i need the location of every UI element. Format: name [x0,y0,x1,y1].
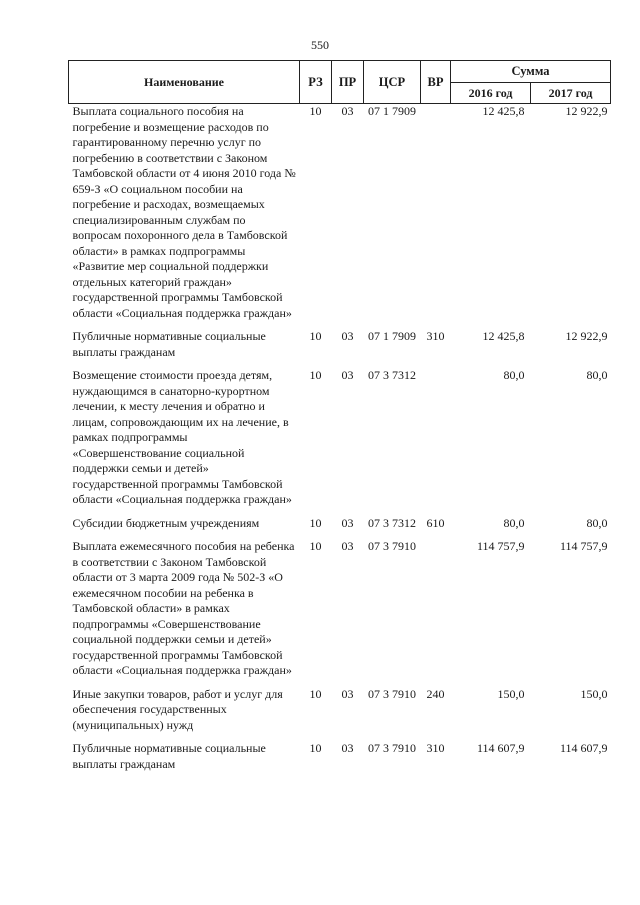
row-name: Выплата ежемесячного пособия на ребенка в соответствии с Законом Тамбовской области от 3 марта 2009 года № 502-З «О ежемесячном пособии на ребенка в Тамбовской области» в рамках подпрограммы «Совершенствование социальной поддержки семьи и детей» государственной программы Тамбовской области «Социальная поддержка граждан» [72,539,295,677]
row-csr: 07 1 7909 [368,329,416,343]
row-csr: 07 3 7910 [368,539,416,553]
header-pr: ПР [332,61,364,104]
row-pr: 03 [341,539,354,553]
row-csr: 07 3 7910 [368,686,416,701]
table-row [69,531,611,679]
row-name: Выплата социального пособия на погребение и возмещение расходов по гарантированному перечню услуг по погребению в соответствии с Законом Тамбовской области от 4 июня 2010 года № 659-З «О социальном пособии на погребение и расходах, возмещаемых специализированным службам по вопросам похоронного дела в Тамбовской области» в рамках подпрограммы «Развитие мер социальной поддержки отдельных категорий граждан» государственной программы Тамбовской области «Социальная поддержка граждан» [72,104,296,320]
row-csr: 07 3 7910 [368,741,416,755]
row-amount-2016: 114 607,9 [476,741,525,755]
row-amount-2017: 12 922,9 [565,104,608,118]
table-row [69,508,611,532]
row-amount-2016: 150,0 [497,686,525,701]
row-rz: 10 [309,539,322,553]
table-row [69,733,611,772]
row-amount-2016: 80,0 [503,515,525,530]
row-vr: 310 [426,329,445,343]
row-pr: 03 [341,741,354,755]
row-amount-2016: 12 425,8 [482,329,525,343]
row-amount-2017: 114 757,9 [559,539,608,553]
row-csr: 07 3 7312 [368,368,416,382]
row-pr: 03 [341,686,354,701]
row-amount-2017: 12 922,9 [565,329,608,343]
row-pr: 03 [341,104,354,118]
row-vr: 240 [426,686,445,701]
row-vr [421,360,451,508]
row-rz: 10 [309,515,322,530]
budget-table [68,60,611,772]
header-year-2017: 2017 год [531,83,611,104]
table-body [69,104,611,773]
table-row [69,321,611,360]
row-pr: 03 [341,368,354,382]
row-rz: 10 [309,686,322,701]
table-header [69,61,611,104]
row-amount-2016: 12 425,8 [482,104,525,118]
row-vr: 310 [426,741,445,755]
header-year-2016: 2016 год [451,83,531,104]
page-number: 550 [311,38,329,52]
table-row [69,104,611,322]
row-name: Иные закупки товаров, работ и услуг для обеспечения государственных (муниципальных) нужд [72,686,283,732]
row-rz: 10 [309,329,322,343]
row-pr: 03 [341,329,354,343]
table-row [69,360,611,508]
row-rz: 10 [309,368,322,382]
header-name: Наименование [69,61,300,104]
header-rz: РЗ [300,61,332,104]
row-amount-2016: 80,0 [503,368,525,382]
header-vr: ВР [421,61,451,104]
row-amount-2017: 80,0 [586,515,608,530]
row-amount-2017: 114 607,9 [559,741,608,755]
table-row [69,679,611,734]
row-name: Возмещение стоимости проезда детям, нуждающимся в санаторно-курортном лечении, к месту лечения и обратно и лицам, сопровождающим их на лечение, в рамках подпрограммы «Совершенствование социальной поддержки семьи и детей» государственной программы Тамбовской области «Социальная поддержка граждан» [72,368,292,506]
row-amount-2017: 150,0 [580,686,608,701]
row-csr: 07 3 7312 [368,515,416,530]
row-vr [421,531,451,679]
row-name: Публичные нормативные социальные выплаты гражданам [72,329,266,359]
row-rz: 10 [309,741,322,755]
header-csr: ЦСР [364,61,421,104]
row-csr: 07 1 7909 [368,104,416,118]
row-vr: 610 [426,515,445,530]
row-name: Публичные нормативные социальные выплаты гражданам [72,741,266,771]
row-vr [421,104,451,322]
header-sum: Сумма [451,61,611,83]
row-amount-2016: 114 757,9 [476,539,525,553]
row-amount-2017: 80,0 [586,368,608,382]
row-pr: 03 [341,515,354,530]
row-name: Субсидии бюджетным учреждениям [72,515,260,530]
row-rz: 10 [309,104,322,118]
